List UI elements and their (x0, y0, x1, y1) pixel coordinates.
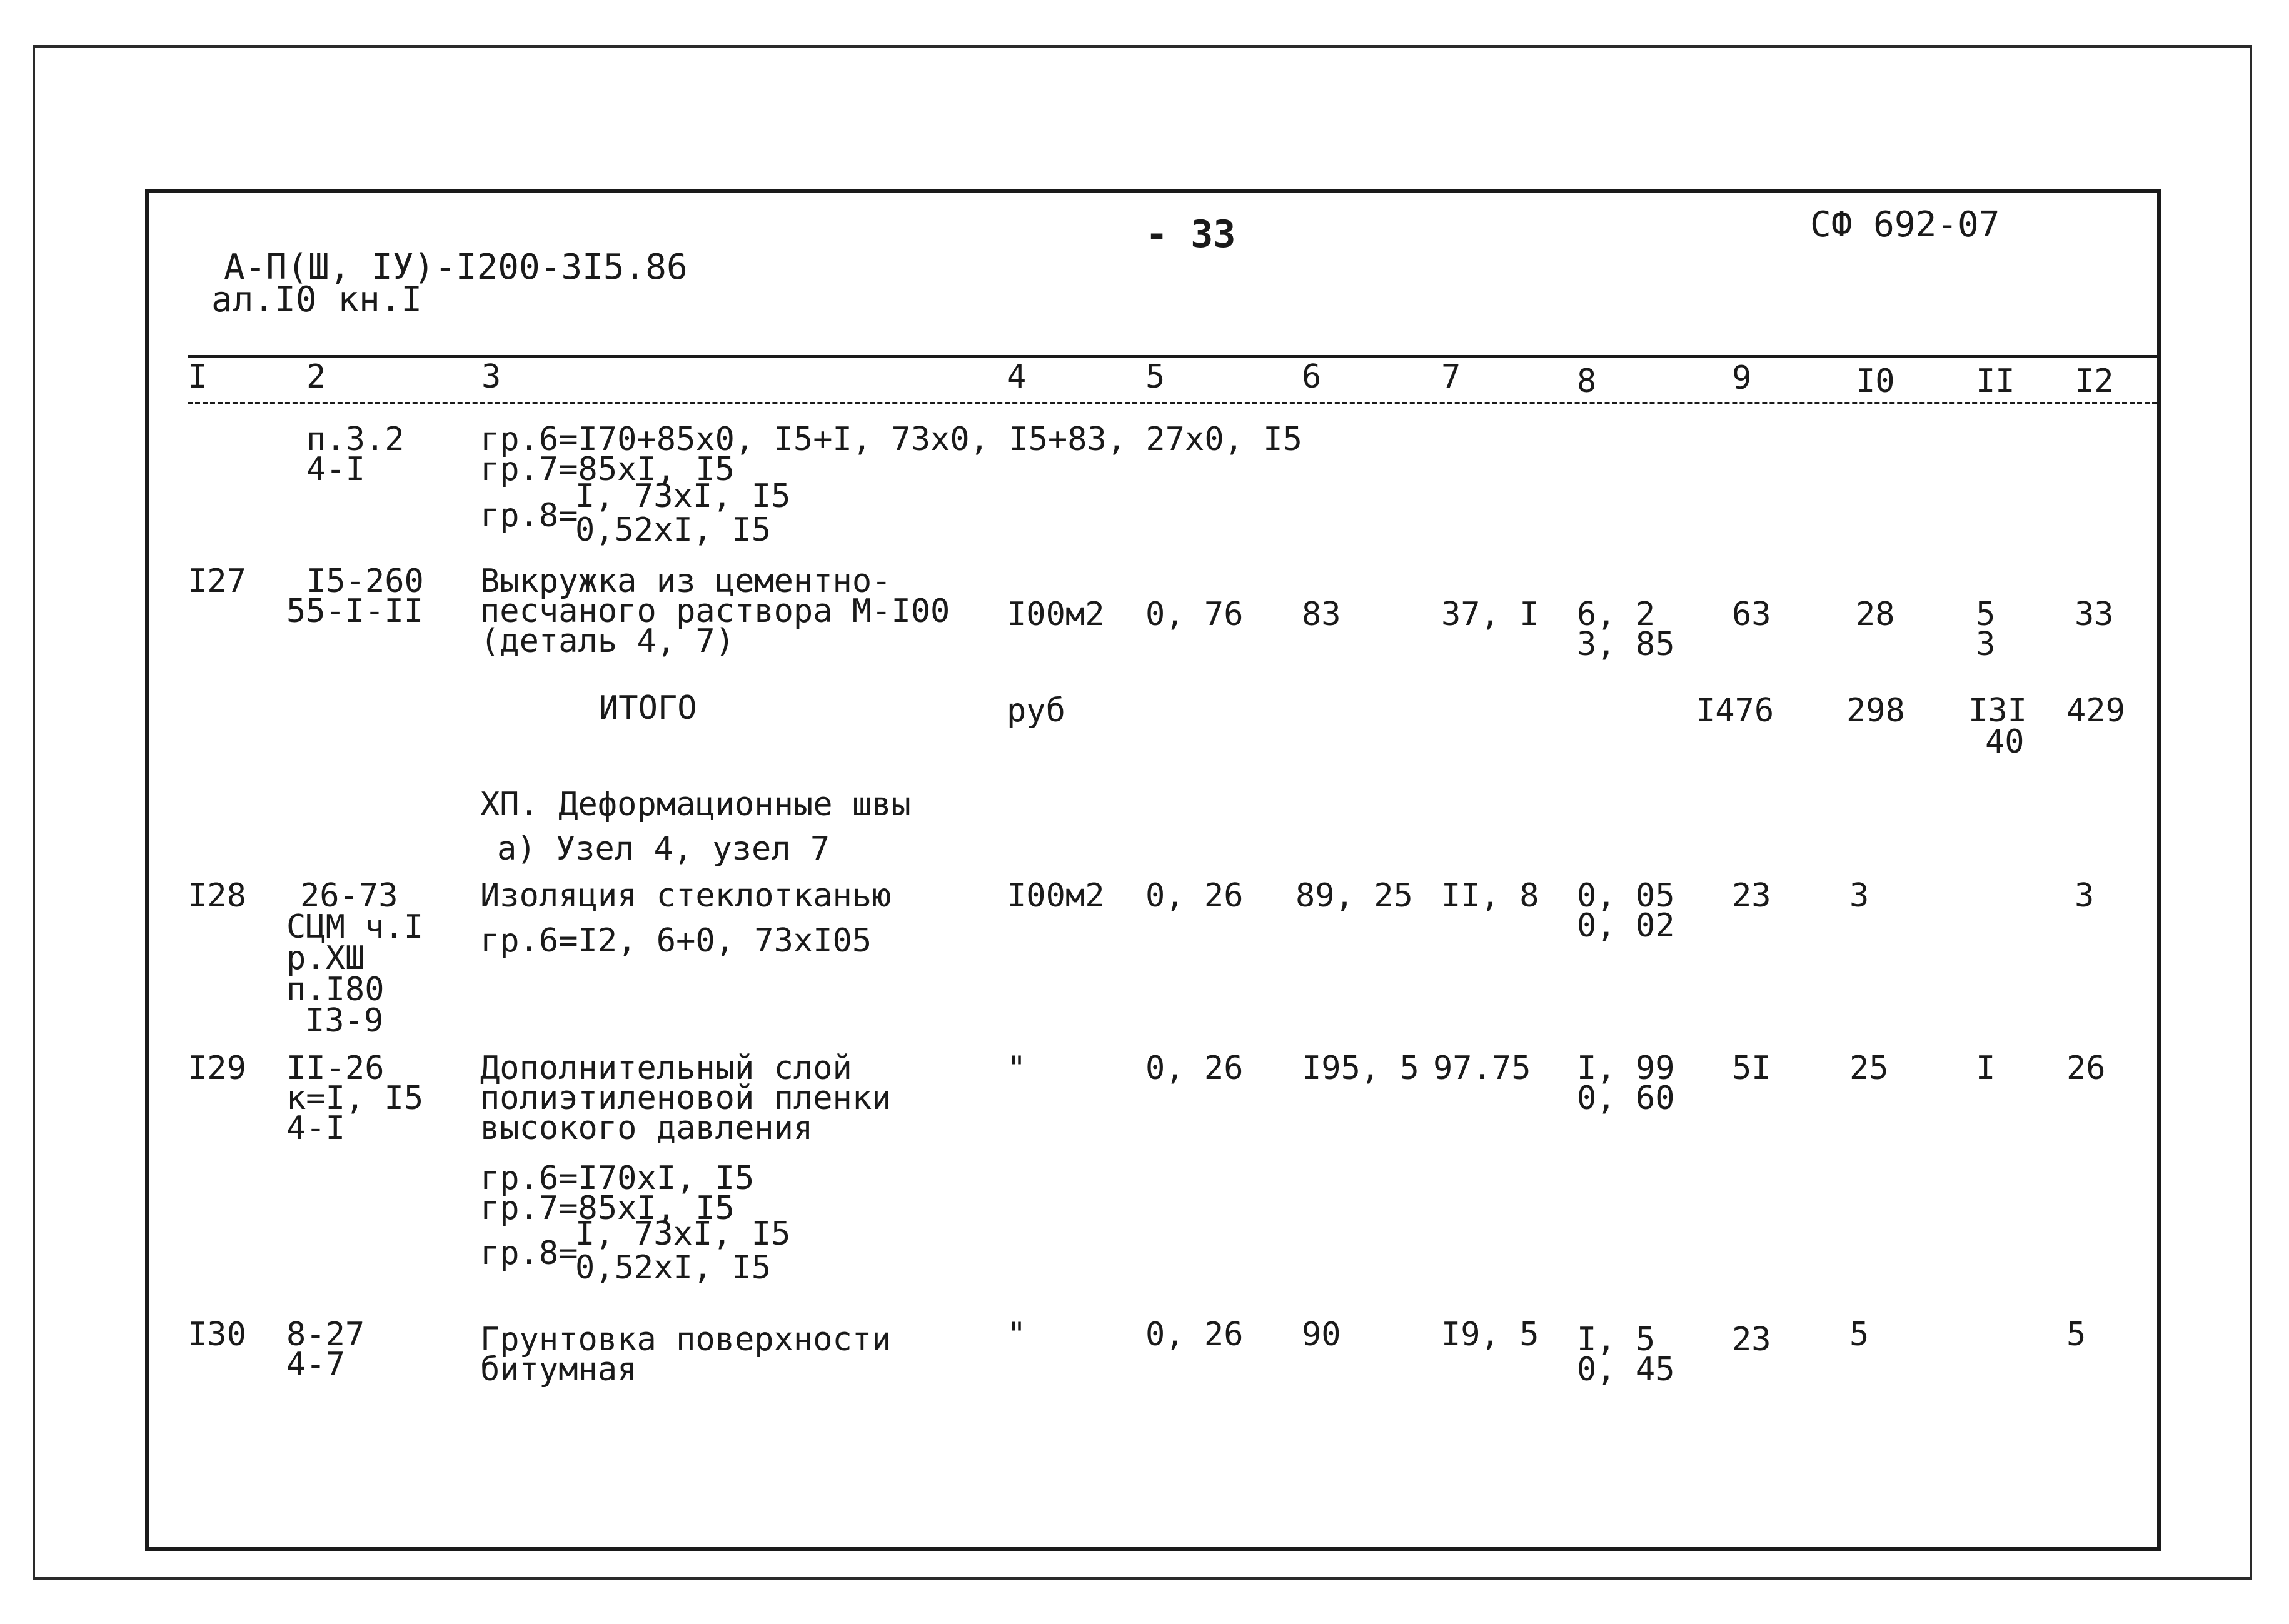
unit: I00м2 (1007, 877, 1105, 915)
desc-line: Грунтовка поверхности (480, 1321, 892, 1358)
col-header-9: 9 (1732, 359, 1752, 397)
col8-value: I, 5 (1577, 1321, 1656, 1358)
col-header-12: I2 (2075, 363, 2114, 400)
quantity: 0, 26 (1145, 1050, 1244, 1087)
formula-prefix: гр.8= (480, 497, 578, 534)
col-header-6: 6 (1302, 358, 1322, 396)
doc-code-line1: А-П(Ш, IУ)-I200-3I5.86 (224, 247, 688, 288)
desc-line: битумная (480, 1351, 637, 1388)
section-subtitle: а) Узел 4, узел 7 (497, 830, 830, 868)
col6-value: 90 (1302, 1316, 1341, 1353)
col-header-3: 3 (481, 358, 501, 396)
formula-prefix: гр.8= (480, 1235, 578, 1272)
col-header-1: I (188, 358, 208, 396)
col-header-4: 4 (1007, 358, 1027, 396)
desc-line: гр.7=85хI, I5 (480, 451, 735, 488)
unit: " (1007, 1050, 1027, 1087)
header-rule-bottom (188, 402, 2157, 404)
col8-value: 0, 02 (1577, 907, 1675, 945)
col8-value: 6, 2 (1577, 596, 1656, 633)
col8-value: 0, 60 (1577, 1080, 1675, 1117)
col10-value: 28 (1856, 596, 1895, 633)
section-title: XП. Деформационные швы (480, 786, 911, 823)
row-number: I27 (188, 563, 246, 600)
col7-value: I9, 5 (1441, 1316, 1539, 1353)
desc-line: Изоляция стеклотканью (480, 877, 892, 915)
total-label: ИТОГО (599, 689, 697, 727)
desc-line: песчаного раствора М-I00 (480, 593, 950, 630)
total-col11: 40 (1985, 723, 2025, 761)
col11-value: 3 (1976, 626, 1996, 663)
col8-value: I, 99 (1577, 1050, 1675, 1087)
desc-line: высокого давления (480, 1110, 813, 1147)
col8-value: 3, 85 (1577, 626, 1675, 663)
formula-bottom: 0,52хI, I5 (575, 1249, 772, 1286)
col6-value: 89, 25 (1295, 877, 1413, 915)
col7-value: II, 8 (1441, 877, 1539, 915)
desc-line: гр.6=I2, 6+0, 73хI05 (480, 922, 872, 960)
col10-value: 5 (1849, 1316, 1869, 1353)
formula-top: I, 73хI, I5 (575, 478, 791, 515)
ref-line: I5-260 (306, 563, 424, 600)
quantity: 0, 26 (1145, 1316, 1244, 1353)
col12-value: 3 (2075, 877, 2095, 915)
formula-line: гр.6=I70хI, I5 (480, 1160, 755, 1197)
unit: " (1007, 1316, 1027, 1353)
row-number: I30 (188, 1316, 246, 1353)
col12-value: 33 (2075, 596, 2114, 633)
col10-value: 3 (1849, 877, 1869, 915)
ref-line: 55-I-II (286, 593, 424, 630)
formula-line: гр.7=85хI, I5 (480, 1190, 735, 1227)
total-col10: 298 (1846, 692, 1905, 729)
desc-line: гр.6=I70+85х0, I5+I, 73х0, I5+83, 27х0, I5 (480, 421, 1302, 458)
formula-bottom: 0,52хI, I5 (575, 511, 772, 549)
ref-line: СЦМ ч.I (286, 908, 424, 946)
col-header-7: 7 (1441, 358, 1461, 396)
desc-line: полиэтиленовой пленки (480, 1080, 892, 1117)
ref-line: к=I, I5 (286, 1080, 424, 1117)
desc-line: Выкружка из цементно- (480, 563, 892, 600)
total-col11: I3I (1968, 692, 2027, 729)
col12-value: 5 (2066, 1316, 2086, 1353)
col9-value: 23 (1732, 1321, 1771, 1358)
col9-value: 63 (1732, 596, 1771, 633)
col10-value: 25 (1849, 1050, 1889, 1087)
col-header-5: 5 (1145, 358, 1165, 396)
col-header-11: II (1976, 363, 2015, 400)
total-unit: руб (1007, 692, 1065, 729)
series-code: СФ 692-07 (1810, 204, 2000, 245)
doc-code-line2: ал.I0 кн.I (211, 279, 423, 320)
col9-value: 23 (1732, 877, 1771, 915)
total-col9: I476 (1696, 692, 1774, 729)
row-number: I29 (188, 1050, 246, 1087)
col-header-8: 8 (1577, 363, 1597, 400)
ref-line: 4-I (286, 1110, 345, 1147)
col-header-2: 2 (306, 358, 326, 396)
ref-line: 8-27 (286, 1316, 365, 1353)
ref-line: п.I80 (286, 971, 385, 1008)
desc-line: (деталь 4, 7) (480, 623, 735, 660)
quantity: 0, 26 (1145, 877, 1244, 915)
col7-value: 97.75 (1433, 1050, 1531, 1087)
formula-top: I, 73хI, I5 (575, 1215, 791, 1253)
col-header-10: I0 (1856, 363, 1895, 400)
ref-line: р.ХШ (286, 940, 365, 977)
ref-line: 26-73 (300, 877, 398, 915)
col6-value: I95, 5 (1302, 1050, 1419, 1087)
page-number: - 33 (1145, 213, 1236, 256)
ref-line: 4-I (306, 451, 365, 488)
col8-value: 0, 05 (1577, 877, 1675, 915)
unit: I00м2 (1007, 596, 1105, 633)
col7-value: 37, I (1441, 596, 1539, 633)
row-number: I28 (188, 877, 246, 915)
col6-value: 83 (1302, 596, 1341, 633)
col11-value: 5 (1976, 596, 1996, 633)
ref-line: п.3.2 (306, 421, 405, 458)
ref-line: 4-7 (286, 1346, 345, 1383)
ref-line: I3-9 (305, 1002, 384, 1040)
col8-value: 0, 45 (1577, 1351, 1675, 1388)
desc-line: Дополнительный слой (480, 1050, 852, 1087)
col11-value: I (1976, 1050, 1996, 1087)
col12-value: 26 (2066, 1050, 2106, 1087)
quantity: 0, 76 (1145, 596, 1244, 633)
ref-line: II-26 (286, 1050, 385, 1087)
col9-value: 5I (1732, 1050, 1771, 1087)
total-col12: 429 (2066, 692, 2125, 729)
